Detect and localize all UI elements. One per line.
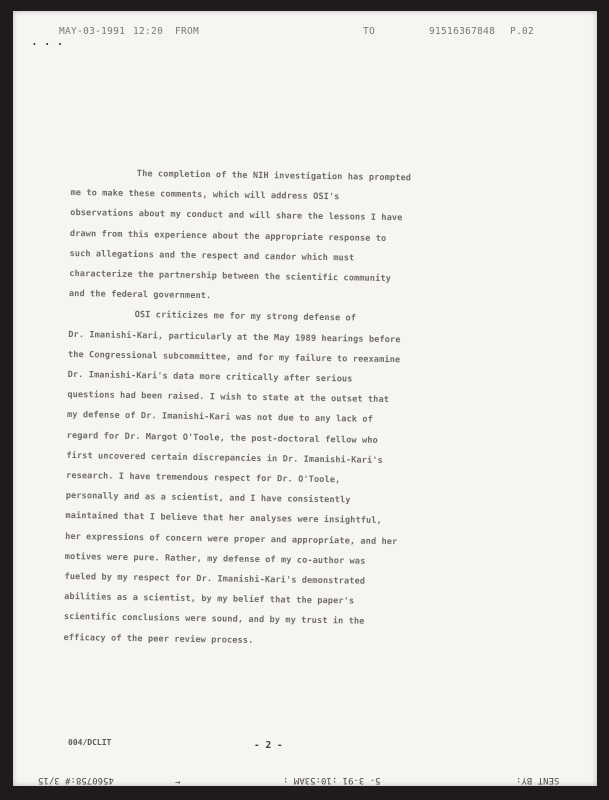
- text-line: and the federal government.: [68, 289, 212, 302]
- text-line: first uncovered certain discrepancies in Dr. Imanishi-Kari's: [66, 450, 383, 466]
- text-line: Dr. Imanishi-Kari, particularly at the May 1989 hearings before: [68, 329, 401, 345]
- text-line: The completion of the NIH investigation has prompted: [136, 169, 412, 184]
- scan-specks: •••: [33, 40, 72, 49]
- text-line: her expressions of concern were proper and appropriate, and her: [65, 531, 398, 547]
- fax-header-page: P.02: [510, 26, 535, 37]
- fax-page: [13, 11, 597, 786]
- text-line: my defense of Dr. Imanishi-Kari was not due to any lack of: [66, 410, 373, 426]
- text-line: personally and as a scientist, and I have consistently: [65, 491, 351, 506]
- fax-strip-timestamp: 5- 3-91 :10:53AM :: [283, 775, 381, 785]
- text-line: scientific conclusions were sound, and by my trust in the: [63, 612, 365, 628]
- fax-header-from: FROM: [175, 26, 200, 37]
- text-line: research. I have tremendous respect for Dr. O'Toole,: [66, 471, 341, 486]
- text-line: characterize the partnership between the scientific community: [69, 269, 392, 285]
- paragraph-2: [63, 304, 488, 654]
- text-line: me to make these comments, which will address OSI's: [70, 188, 340, 203]
- text-line: regard for Dr. Margot O'Toole, the post-doctoral fellow who: [66, 430, 378, 446]
- fax-strip-sequence: 4560758:# 3/15: [38, 775, 114, 785]
- text-line: maintained that I believe that her analyses were insightful,: [65, 511, 382, 527]
- fax-strip-sent-by: SENT BY:: [516, 775, 560, 785]
- fax-header-time: 12:20: [133, 26, 164, 37]
- fax-header-to: TO: [363, 26, 376, 37]
- text-line: such allegations and the respect and candor which must: [69, 248, 355, 264]
- fax-strip-arrow-icon: ←: [175, 777, 181, 787]
- paragraph-1: [69, 163, 491, 311]
- fax-header-number: 91516367848: [429, 26, 496, 37]
- text-line: fueled by my respect for Dr. Imanishi-Kari's demonstrated: [64, 572, 366, 587]
- text-line: Dr. Imanishi-Kari's data more critically after serious: [67, 370, 353, 385]
- text-line: OSI criticizes me for my strong defense of: [134, 310, 357, 324]
- page-number: - 2 -: [254, 740, 283, 751]
- text-line: abilities as a scientist, by my belief that the paper's: [64, 592, 355, 607]
- text-line: motives were pure. Rather, my defense of my co-author was: [64, 551, 366, 567]
- text-line: questions had been raised. I wish to state at the outset that: [67, 390, 390, 406]
- letter-body: [63, 163, 491, 654]
- document-code: 004/DCLIT: [68, 738, 112, 747]
- fax-header-date: MAY-03-1991: [59, 26, 126, 37]
- text-line: efficacy of the peer review process.: [63, 632, 254, 646]
- text-line: drawn from this experience about the appropriate response to: [69, 228, 387, 244]
- text-line: observations about my conduct and will share the lessons I have: [70, 208, 403, 224]
- text-line: the Congressional subcommittee, and for my failure to reexamine: [67, 349, 401, 366]
